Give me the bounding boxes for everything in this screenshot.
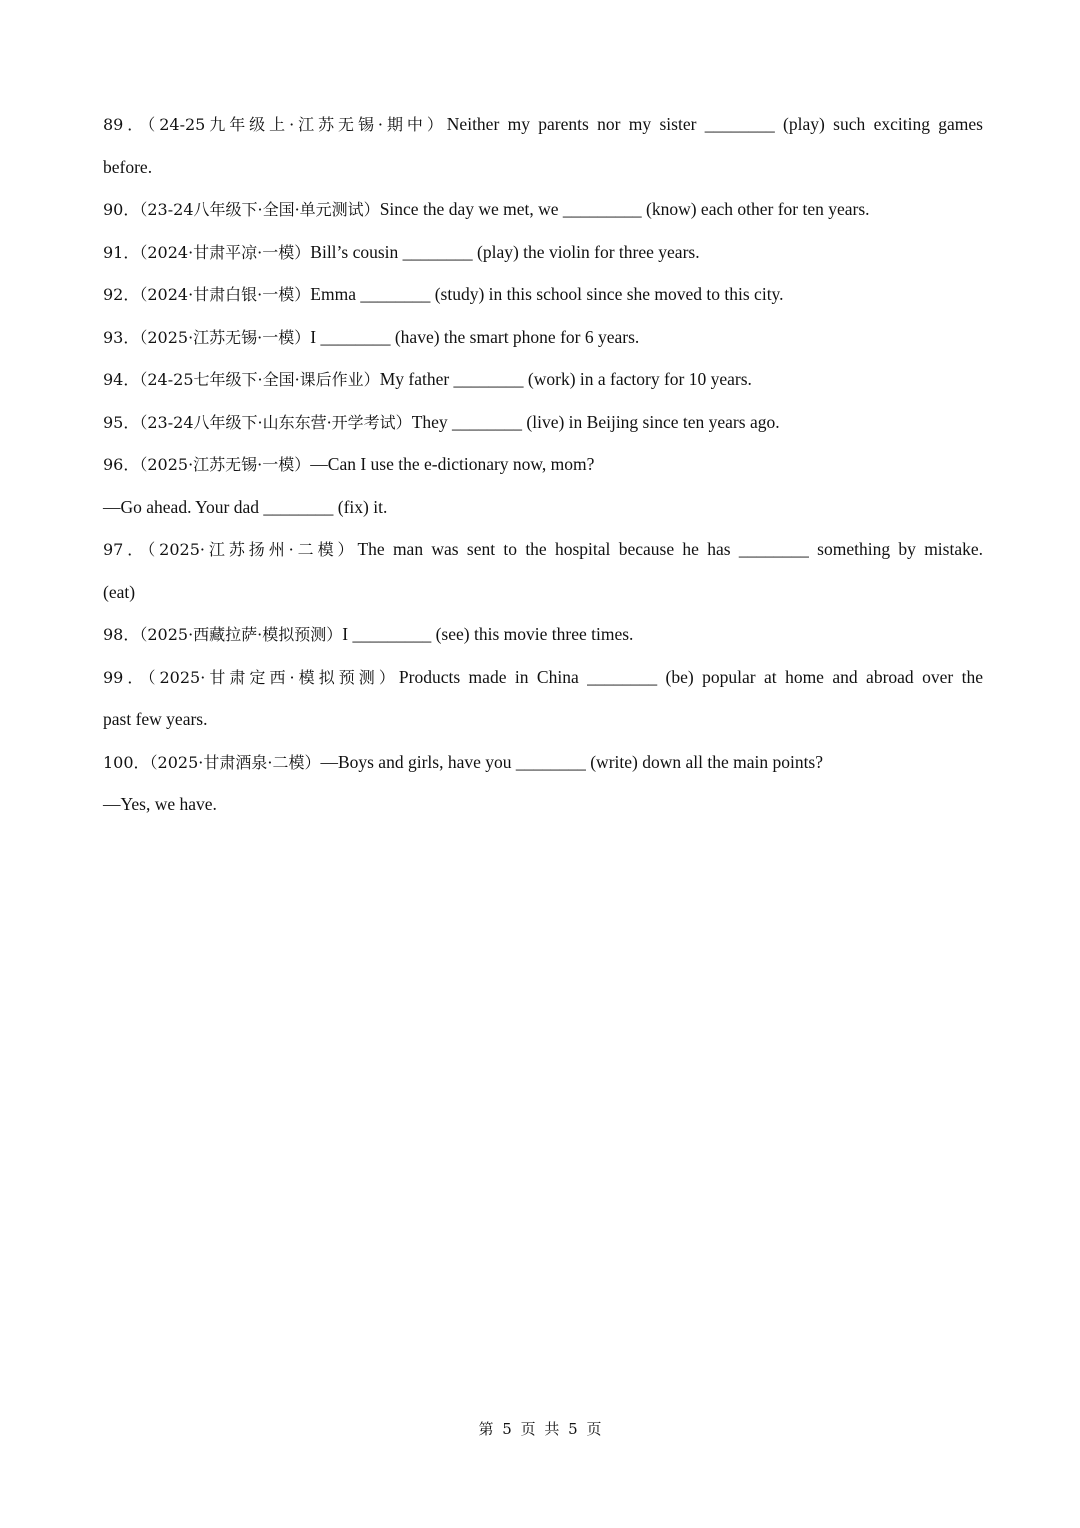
question-line bbox=[103, 231, 983, 274]
question-text: (eat) bbox=[103, 581, 136, 602]
question-source: （2024·甘肃平凉·一模） bbox=[139, 242, 311, 262]
question-90 bbox=[103, 188, 983, 231]
question-source: （2024·甘肃白银·一模） bbox=[139, 285, 311, 304]
question-source: （2025·江苏无锡·一模） bbox=[139, 455, 311, 474]
question-line bbox=[103, 146, 983, 189]
question-number: 95． bbox=[103, 412, 140, 432]
question-93 bbox=[103, 316, 983, 359]
question-98 bbox=[103, 613, 983, 656]
question-line bbox=[103, 358, 983, 401]
question-line bbox=[103, 273, 983, 316]
question-99 bbox=[103, 656, 983, 741]
question-line bbox=[103, 656, 983, 699]
question-line bbox=[103, 486, 983, 529]
question-number: 91． bbox=[103, 242, 140, 262]
question-line bbox=[103, 443, 983, 486]
question-text: They ________ (live) in Beijing since ten years ago. bbox=[411, 411, 780, 432]
question-line bbox=[103, 401, 983, 444]
question-source: （24-25九年级上·江苏无锡·期中） bbox=[147, 115, 447, 134]
question-source: （23-24八年级下·全国·单元测试） bbox=[139, 200, 380, 219]
question-95 bbox=[103, 401, 983, 444]
question-number: 93． bbox=[103, 327, 140, 347]
question-91 bbox=[103, 231, 983, 274]
question-96 bbox=[103, 443, 983, 528]
question-line bbox=[103, 103, 983, 146]
question-text: Products made in China ________ (be) popular at home and abroad over the bbox=[398, 666, 983, 687]
question-number: 96． bbox=[103, 455, 140, 474]
question-source: （2025·江苏无锡·一模） bbox=[139, 327, 311, 347]
question-text: Neither my parents nor my sister ________ (play) such exciting games bbox=[446, 114, 983, 134]
question-line bbox=[103, 316, 983, 359]
question-list bbox=[103, 103, 983, 826]
question-text: —Can I use the e-dictionary now, mom? bbox=[310, 454, 595, 474]
question-text: before. bbox=[103, 156, 153, 177]
question-92 bbox=[103, 273, 983, 316]
question-text: Bill’s cousin ________ (play) the violin for three years. bbox=[310, 241, 700, 262]
question-text: past few years. bbox=[103, 709, 208, 729]
question-text: I _________ (see) this movie three times. bbox=[342, 624, 634, 644]
page-footer: 第 5 页 共 5 页 bbox=[478, 1420, 602, 1438]
question-number: 97． bbox=[103, 540, 148, 559]
question-text: Emma ________ (study) in this school since she moved to this city. bbox=[310, 284, 784, 304]
question-line bbox=[103, 571, 983, 614]
question-number: 98． bbox=[103, 625, 140, 644]
question-line bbox=[103, 188, 983, 231]
question-number: 99． bbox=[103, 667, 148, 687]
question-text: —Yes, we have. bbox=[103, 794, 217, 814]
question-line bbox=[103, 528, 983, 571]
question-100 bbox=[103, 741, 983, 826]
question-source: （2025·江苏扬州·二模） bbox=[147, 540, 358, 559]
question-text: My father ________ (work) in a factory for 10 years. bbox=[379, 369, 752, 389]
question-97 bbox=[103, 528, 983, 613]
question-number: 94． bbox=[103, 370, 140, 389]
question-line bbox=[103, 613, 983, 656]
question-number: 100． bbox=[103, 752, 150, 772]
question-text: The man was sent to the hospital because he has ________ something by mistake. bbox=[357, 539, 983, 559]
question-line bbox=[103, 698, 983, 741]
question-source: （2025·甘肃定西·模拟预测） bbox=[147, 667, 399, 687]
question-number: 90． bbox=[103, 200, 140, 219]
question-text: I ________ (have) the smart phone for 6 years. bbox=[310, 326, 640, 347]
question-94 bbox=[103, 358, 983, 401]
question-89 bbox=[103, 103, 983, 188]
question-line bbox=[103, 741, 983, 784]
question-source: （2025·甘肃酒泉·二模） bbox=[149, 752, 321, 772]
question-source: （23-24八年级下·山东东营·开学考试） bbox=[139, 412, 412, 432]
question-number: 89． bbox=[103, 115, 148, 134]
question-source: （2025·西藏拉萨·模拟预测） bbox=[139, 625, 343, 644]
question-text: —Boys and girls, have you ________ (write) down all the main points? bbox=[320, 751, 824, 772]
question-line bbox=[103, 783, 983, 826]
question-number: 92． bbox=[103, 285, 140, 304]
question-text: —Go ahead. Your dad ________ (fix) it. bbox=[103, 496, 388, 517]
question-text: Since the day we met, we _________ (know) each other for ten years. bbox=[379, 199, 870, 219]
question-source: （24-25七年级下·全国·课后作业） bbox=[139, 370, 380, 389]
